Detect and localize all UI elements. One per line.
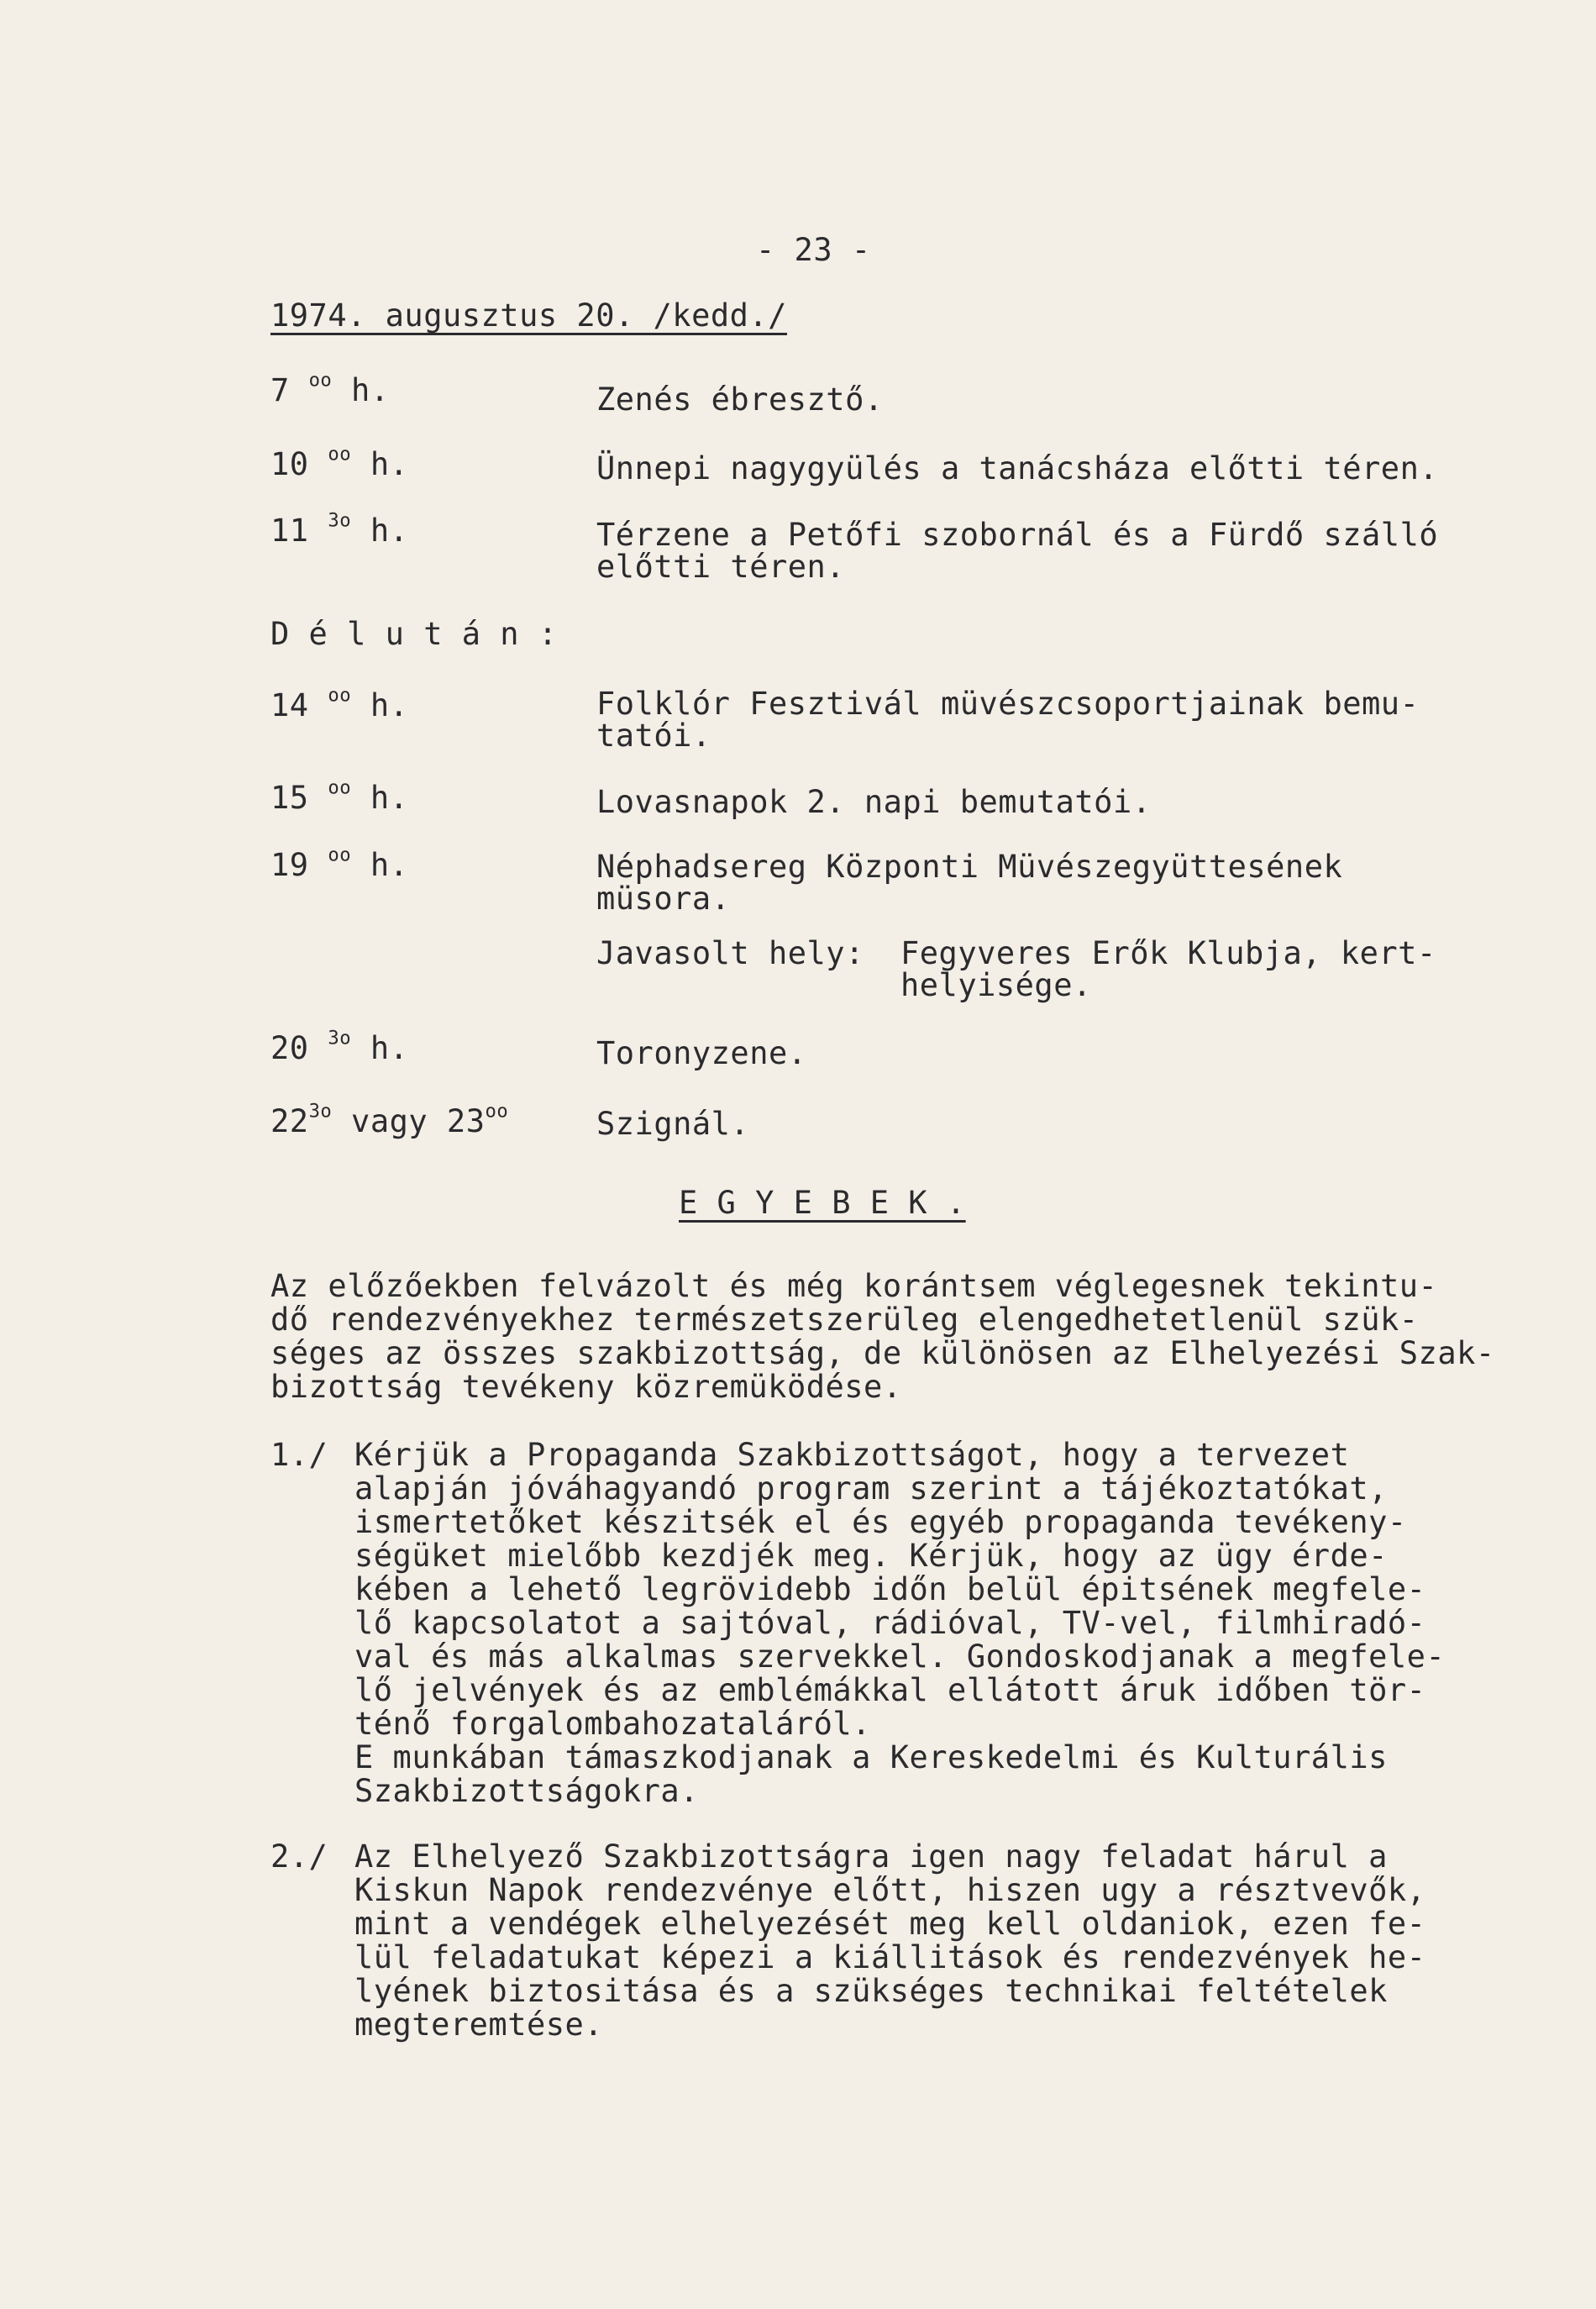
minutes: 3o xyxy=(328,1027,352,1049)
hour: 20 xyxy=(270,1030,309,1066)
hour-suffix: h. xyxy=(351,780,409,816)
hour-suffix: h. xyxy=(351,847,409,883)
item-2-number: 2./ xyxy=(270,1838,328,1875)
item-1-number: 1./ xyxy=(270,1437,328,1473)
minutes: oo xyxy=(328,684,352,707)
item-1-line: lő kapcsolatot a sajtóval, rádióval, TV-vel, filmhiradó- xyxy=(354,1605,1426,1641)
suggested-place-line2: helyisége. xyxy=(900,967,1092,1003)
hour: 11 xyxy=(270,513,309,549)
event-text: Lovasnapok 2. napi bemutatói. xyxy=(596,784,1152,820)
hour-suffix: h. xyxy=(332,372,390,408)
hour-suffix: h. xyxy=(351,513,409,549)
item-1-line: ismertetőket készitsék el és egyéb propaganda tevékeny- xyxy=(354,1504,1407,1540)
signal-min-b: oo xyxy=(485,1100,509,1123)
time-14 xyxy=(270,684,409,723)
intro-line: dő rendezvényekhez természetszerüleg elengedhetetlenül szük- xyxy=(270,1302,1419,1338)
item-1-line: Szakbizottságokra. xyxy=(354,1773,699,1809)
event-text: Zenés ébresztő. xyxy=(596,381,884,418)
item-2-line: mint a vendégek elhelyezését meg kell oldaniok, ezen fe- xyxy=(354,1906,1426,1942)
item-1-line: ténő forgalombahozataláról. xyxy=(354,1706,871,1742)
date-heading: 1974. augusztus 20. /kedd./ xyxy=(270,297,787,334)
suggested-place-line1: Fegyveres Erők Klubja, kert- xyxy=(900,935,1436,971)
event-text: Térzene a Petőfi szobornál és a Fürdő szálló xyxy=(596,517,1439,553)
item-1-line: Kérjük a Propaganda Szakbizottságot, hogy a tervezet xyxy=(354,1437,1350,1473)
event-text: Toronyzene. xyxy=(596,1035,807,1071)
minutes: oo xyxy=(328,443,352,465)
item-1-line: lő jelvények és az emblémákkal ellátott áruk időben tör- xyxy=(354,1672,1426,1708)
time-15 xyxy=(270,776,409,816)
event-text: Ünnepi nagygyülés a tanácsháza előtti téren. xyxy=(596,450,1439,487)
minutes: oo xyxy=(328,844,352,866)
event-text: Folklór Fesztivál müvészcsoportjainak bemu- xyxy=(596,686,1420,722)
item-1-line: kében a lehető legrövidebb időn belül épitsének megfele- xyxy=(354,1571,1426,1607)
signal-hour-a: 22 xyxy=(270,1103,309,1139)
hour-suffix: h. xyxy=(351,1030,409,1066)
time-20 xyxy=(270,1027,409,1066)
time-11 xyxy=(270,509,409,549)
minutes: 3o xyxy=(328,509,352,532)
hour: 10 xyxy=(270,446,309,482)
hour: 7 xyxy=(270,372,290,408)
signal-text: Szignál. xyxy=(596,1106,750,1142)
minutes: oo xyxy=(328,776,352,799)
event-text: Néphadsereg Központi Müvészegyüttesének xyxy=(596,849,1343,885)
hour: 14 xyxy=(270,687,309,723)
event-text-cont: előtti téren. xyxy=(596,549,846,585)
event-text-cont: tatói. xyxy=(596,718,711,754)
hour: 19 xyxy=(270,847,309,883)
time-19 xyxy=(270,844,409,883)
time-10 xyxy=(270,443,409,482)
signal-time xyxy=(270,1100,509,1139)
intro-line: bizottság tevékeny közremüködése. xyxy=(270,1369,902,1405)
item-1-line: ségüket mielőbb kezdjék meg. Kérjük, hogy az ügy érde- xyxy=(354,1538,1388,1574)
event-text-cont: müsora. xyxy=(596,881,731,917)
item-2-line: Kiskun Napok rendezvénye előtt, hiszen ugy a résztvevők, xyxy=(354,1872,1426,1908)
page-number: - 23 - xyxy=(756,232,871,268)
item-2-line: Az Elhelyező Szakbizottságra igen nagy feladat hárul a xyxy=(354,1838,1388,1875)
signal-mid: vagy 23 xyxy=(332,1103,486,1139)
signal-min-a: 3o xyxy=(308,1100,333,1123)
item-1-line: alapján jóváhagyandó program szerint a tájékoztatókat, xyxy=(354,1470,1388,1507)
intro-line: Az előzőekben felvázolt és még korántsem véglegesnek tekintu- xyxy=(270,1268,1438,1304)
afternoon-label: D é l u t á n : xyxy=(270,616,558,652)
hour: 15 xyxy=(270,780,309,816)
item-2-line: megteremtése. xyxy=(354,2007,604,2043)
hour-suffix: h. xyxy=(351,446,409,482)
minutes: oo xyxy=(308,369,333,392)
item-1-line: val és más alkalmas szervekkel. Gondoskodjanak a megfele- xyxy=(354,1638,1446,1675)
item-2-line: lül feladatukat képezi a kiállitások és rendezvények he- xyxy=(354,1939,1426,1975)
item-1-line: E munkában támaszkodjanak a Kereskedelmi és Kulturális xyxy=(354,1739,1388,1775)
intro-line: séges az összes szakbizottság, de különösen az Elhelyezési Szak- xyxy=(270,1335,1495,1371)
time-7 xyxy=(270,369,390,408)
section-heading: E G Y E B E K . xyxy=(679,1185,966,1221)
hour-suffix: h. xyxy=(351,687,409,723)
item-2-line: lyének biztositása és a szükséges technikai feltételek xyxy=(354,1973,1388,2009)
suggested-place-label: Javasolt hely: xyxy=(596,935,864,971)
